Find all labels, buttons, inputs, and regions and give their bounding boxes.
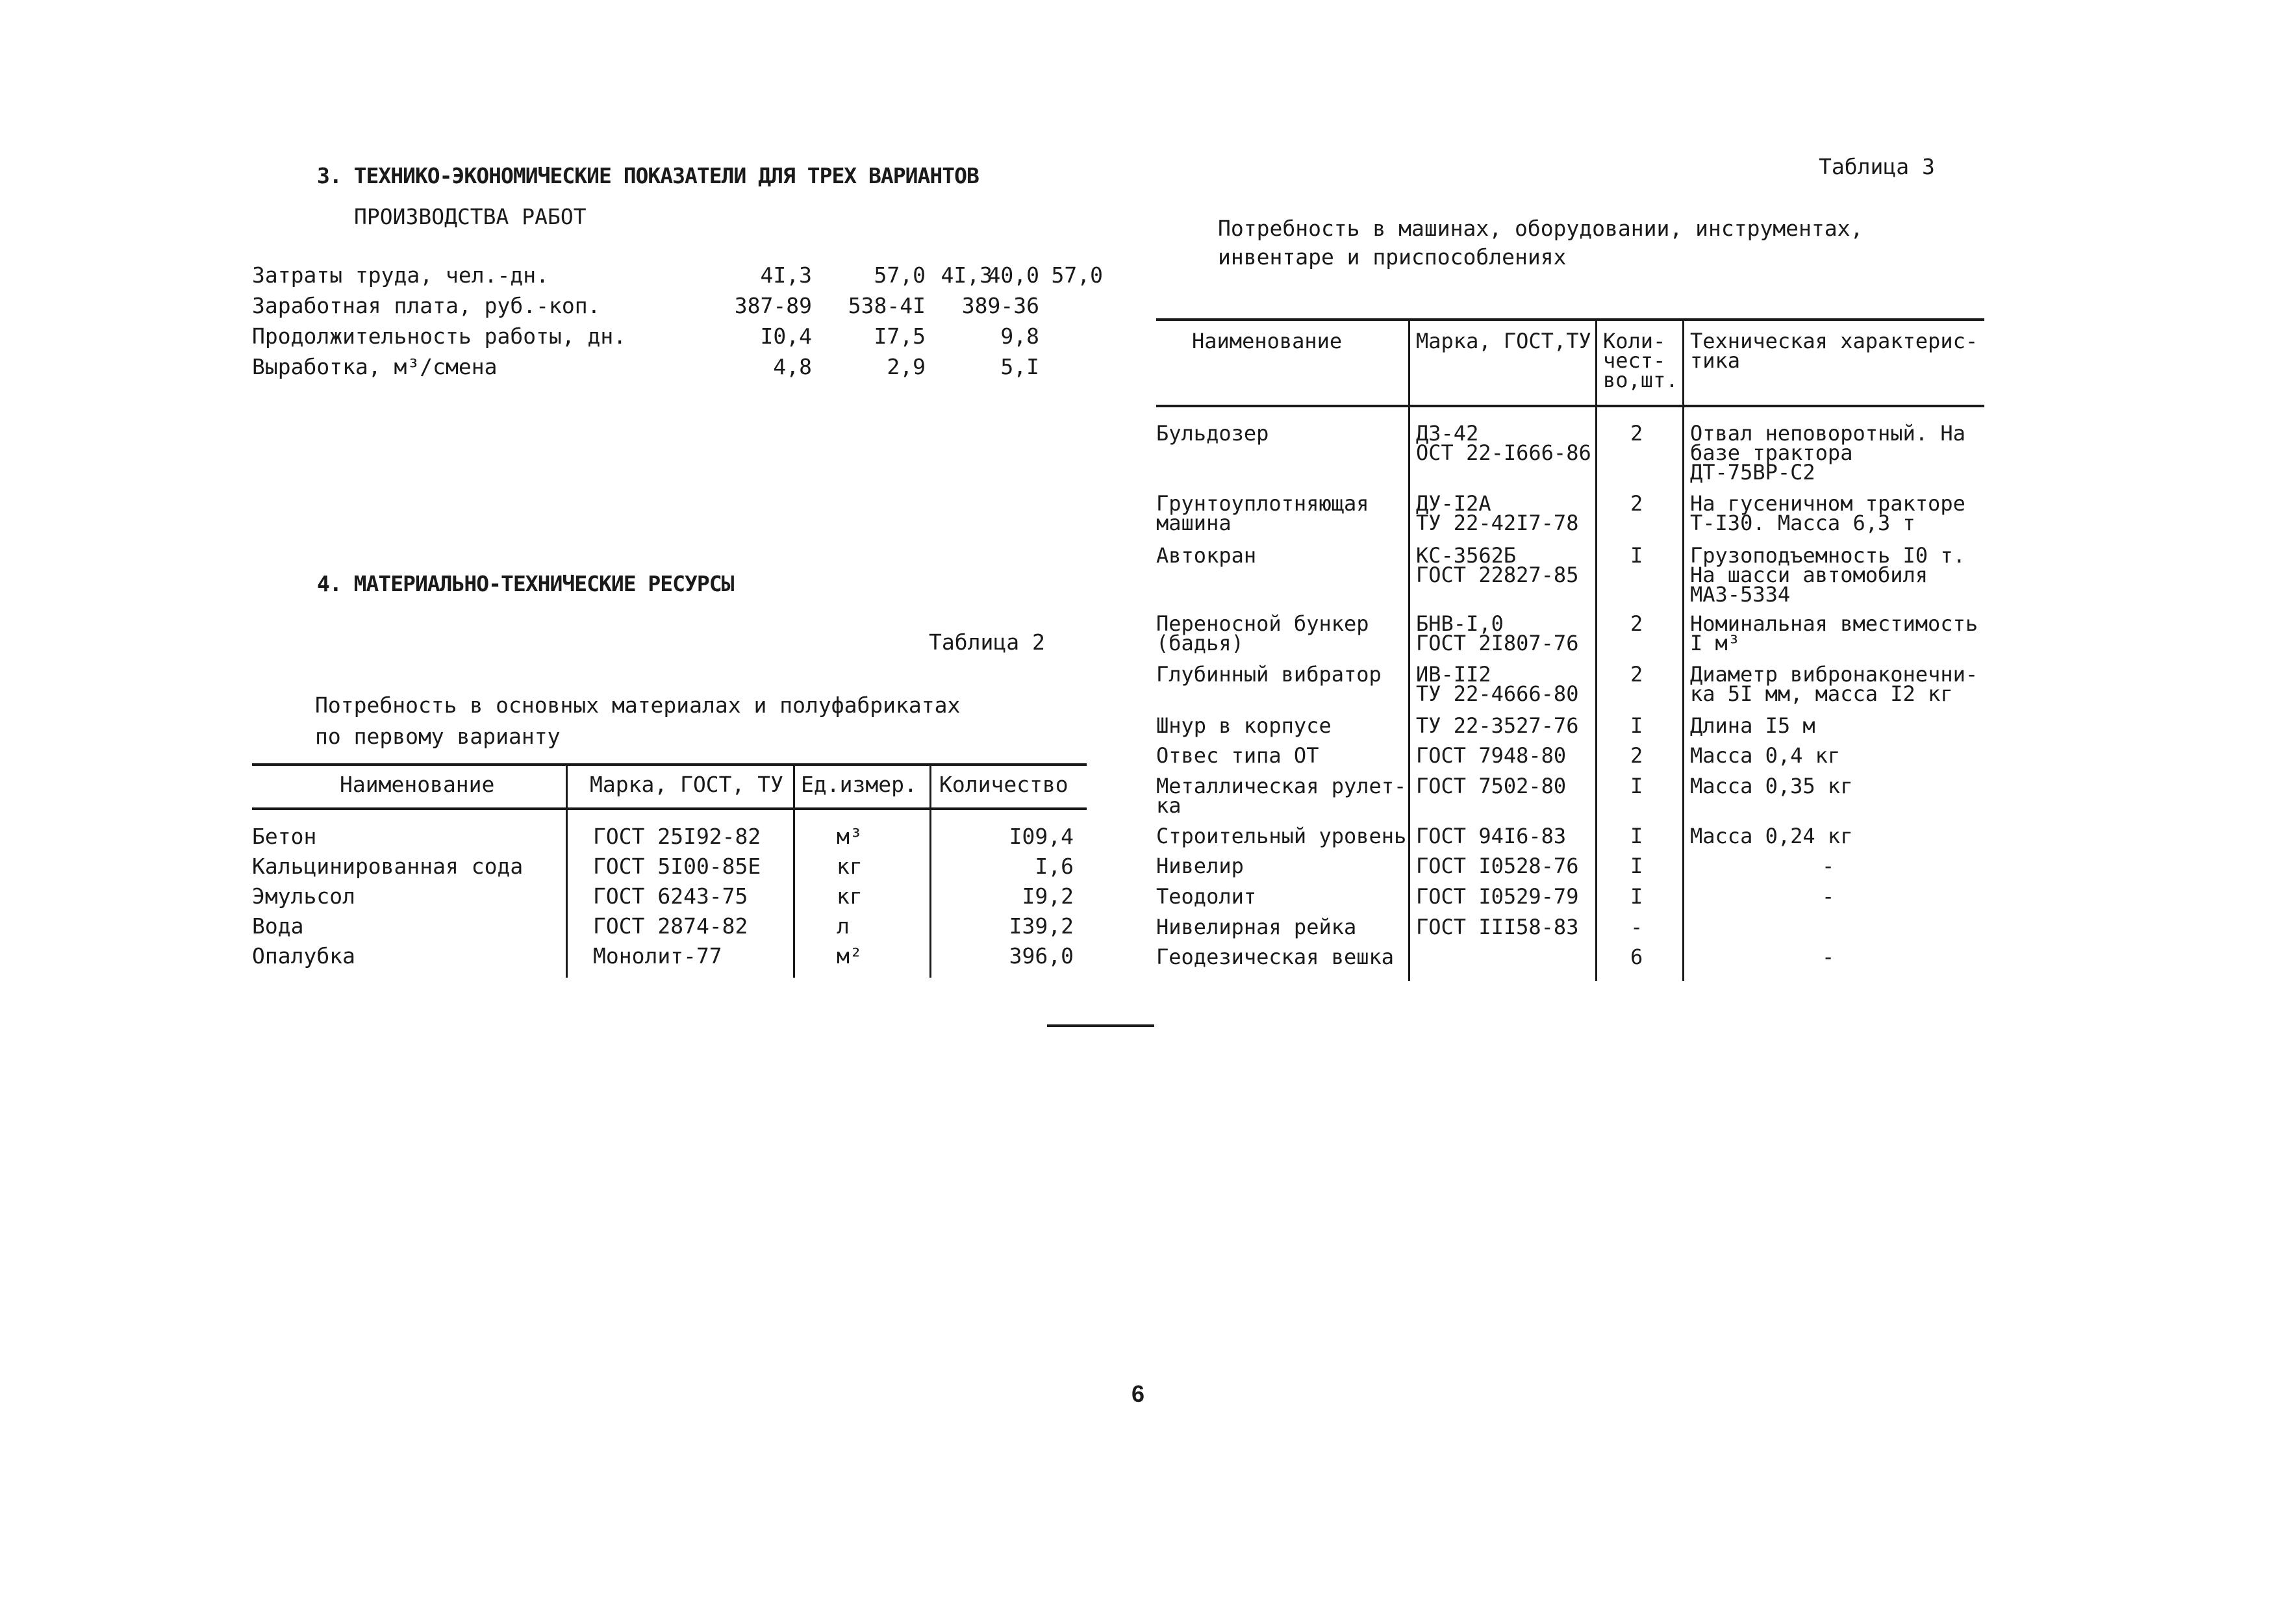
table2-col-divider xyxy=(566,763,568,978)
table3-cell-spec: - xyxy=(1822,884,1835,909)
table3-cell-spec: - xyxy=(1822,854,1835,878)
table3-cell-qty: 2 xyxy=(1630,743,1643,768)
table3-cell-qty: 2 xyxy=(1630,662,1643,687)
table2-cell-qty: I09,4 xyxy=(1009,824,1074,849)
table2-cell-name: Бетон xyxy=(252,824,317,849)
indicator-v3: 5,I xyxy=(1000,354,1039,379)
section4-heading: 4. МАТЕРИАЛЬНО-ТЕХНИЧЕСКИЕ РЕСУРСЫ xyxy=(317,571,734,596)
section3-values xyxy=(714,263,1052,387)
table2-cell-mark: ГОСТ 6243-75 xyxy=(593,883,748,909)
table3-cell-qty: I xyxy=(1630,774,1643,798)
table3-cell-mark: КС-3562Б ГОСТ 22827-85 xyxy=(1416,543,1579,587)
table3-cell-mark: ИВ-II2 ТУ 22-4666-80 xyxy=(1416,662,1579,706)
table3-cell-name: Автокран xyxy=(1156,543,1257,568)
table3-cell-qty: 2 xyxy=(1630,611,1643,636)
table3-cell-spec: Масса 0,4 кг xyxy=(1690,743,1841,768)
table3-cell-spec: Масса 0,35 кг xyxy=(1690,774,1853,798)
table3-cell-name: Нивелирная рейка xyxy=(1156,915,1357,939)
table3-header-mark: Марка, ГОСТ,ТУ xyxy=(1416,329,1591,353)
indicator-v1: 4,8 xyxy=(773,354,812,379)
table2-cell-name: Эмульсол xyxy=(252,883,355,909)
table2-header-name: Наименование xyxy=(340,772,495,797)
table3-cell-mark: ДЗ-42 ОСТ 22-I666-86 xyxy=(1416,421,1591,465)
table3-header-spec: Техническая характерис- тика xyxy=(1690,329,1978,373)
table3-col-divider xyxy=(1595,318,1597,981)
table3-cell-name: Бульдозер xyxy=(1156,421,1269,446)
table2-top-rule xyxy=(252,763,1087,766)
table2 xyxy=(252,763,1087,984)
table2-label: Таблица 2 xyxy=(929,629,1045,655)
indicator-v1: I0,4 xyxy=(760,324,812,349)
indicator-v1: 4I,3 xyxy=(760,262,812,288)
table2-cell-mark: Монолит-77 xyxy=(593,943,722,969)
table3-cell-name: Геодезическая вешка xyxy=(1156,945,1395,969)
table2-header-qty: Количество xyxy=(939,772,1068,797)
table3-label: Таблица 3 xyxy=(1819,154,1935,179)
table2-header-rule xyxy=(252,807,1087,810)
indicator-v3: 40,0 xyxy=(987,262,1039,288)
table3-cell-mark: ТУ 22-3527-76 xyxy=(1416,713,1579,738)
indicator-v2: 2,9 xyxy=(887,354,926,379)
table2-cell-unit: кг xyxy=(837,854,863,879)
table3-cell-name: Строительный уровень xyxy=(1156,824,1407,848)
table2-caption-line2: по первому варианту xyxy=(315,724,561,749)
indicator-v2: 57,0 xyxy=(1051,262,1103,288)
table3-col-divider xyxy=(1682,318,1684,981)
table3-cell-name: Отвес типа ОТ xyxy=(1156,743,1319,768)
indicator-v2: 538-4I xyxy=(848,293,926,318)
table3-cell-qty: 2 xyxy=(1630,491,1643,516)
indicator-label: Заработная плата, руб.-коп. xyxy=(252,293,601,318)
table3-header-rule xyxy=(1156,405,1984,407)
table3-cell-name: Шнур в корпусе xyxy=(1156,713,1332,738)
table3-cell-mark: ГОСТ I0528-76 xyxy=(1416,854,1579,878)
table3-cell-name: Теодолит xyxy=(1156,884,1257,909)
table3-cell-spec: Масса 0,24 кг xyxy=(1690,824,1853,848)
table3 xyxy=(1156,318,1984,981)
table2-cell-mark: ГОСТ 5I00-85Е xyxy=(593,854,761,879)
indicator-v3: 389-36 xyxy=(961,293,1039,318)
table3-cell-qty: I xyxy=(1630,713,1643,738)
table3-cell-qty: I xyxy=(1630,884,1643,909)
page-number: 6 xyxy=(1131,1380,1145,1407)
table2-cell-name: Кальцинированная сода xyxy=(252,854,524,879)
table2-cell-unit: л xyxy=(837,913,850,939)
table2-cell-name: Опалубка xyxy=(252,943,355,969)
table3-col-divider xyxy=(1408,318,1410,981)
table2-header-mark: Марка, ГОСТ, ТУ xyxy=(590,772,784,797)
indicator-label: Выработка, м³/смена xyxy=(252,354,498,379)
table3-cell-name: Нивелир xyxy=(1156,854,1244,878)
indicator-v1: 4I,3 xyxy=(941,262,992,288)
footer-rule xyxy=(1047,1024,1154,1027)
table3-cell-qty: I xyxy=(1630,543,1643,568)
table2-cell-qty: 396,0 xyxy=(1009,943,1074,969)
table2-cell-name: Вода xyxy=(252,913,304,939)
table2-col-divider xyxy=(929,763,931,978)
table3-cell-spec: Диаметр вибронаконечни- ка 5I мм, масса I2 кг xyxy=(1690,662,1978,706)
table3-cell-spec: Длина I5 м xyxy=(1690,713,1815,738)
table3-cell-mark: БНВ-I,0 ГОСТ 2I807-76 xyxy=(1416,611,1579,655)
indicator-v1: 387-89 xyxy=(734,293,812,318)
table2-cell-mark: ГОСТ 2874-82 xyxy=(593,913,748,939)
table3-cell-name: Грунтоуплотняющая машина xyxy=(1156,491,1369,535)
indicator-v2: 57,0 xyxy=(874,262,926,288)
section3-heading-line1: 3. ТЕХНИКО-ЭКОНОМИЧЕСКИЕ ПОКАЗАТЕЛИ ДЛЯ ТРЕХ ВАРИАНТОВ xyxy=(317,163,979,188)
indicator-v2: I7,5 xyxy=(874,324,926,349)
table3-cell-mark: ГОСТ I0529-79 xyxy=(1416,884,1579,909)
table3-cell-spec: Грузоподъемность I0 т. На шасси автомобиля МАЗ-5334 xyxy=(1690,543,1965,607)
table2-cell-unit: м³ xyxy=(837,824,863,849)
table2-cell-unit: м² xyxy=(837,943,863,969)
indicator-label: Продолжительность работы, дн. xyxy=(252,324,627,349)
table3-cell-qty: 6 xyxy=(1630,945,1643,969)
table2-cell-mark: ГОСТ 25I92-82 xyxy=(593,824,761,849)
table3-cell-qty: I xyxy=(1630,824,1643,848)
table2-col-divider xyxy=(793,763,795,978)
section3-heading-line2: ПРОИЗВОДСТВА РАБОТ xyxy=(354,204,587,229)
table2-cell-qty: I,6 xyxy=(1035,854,1074,879)
table3-cell-name: Переносной бункер (бадья) xyxy=(1156,611,1369,655)
indicator-label: Затраты труда, чел.-дн. xyxy=(252,262,549,288)
table2-cell-unit: кг xyxy=(837,883,863,909)
table3-cell-spec: На гусеничном тракторе Т-I30. Масса 6,3 т xyxy=(1690,491,1965,535)
table3-cell-spec: - xyxy=(1822,945,1835,969)
table3-cell-name: Глубинный вибратор xyxy=(1156,662,1382,687)
table3-cell-mark: ДУ-I2А ТУ 22-42I7-78 xyxy=(1416,491,1579,535)
table3-cell-qty: 2 xyxy=(1630,421,1643,446)
table2-header-unit: Ед.измер. xyxy=(801,772,917,797)
table3-cell-spec: Отвал неповоротный. На базе трактора ДТ-75ВР-С2 xyxy=(1690,421,1965,485)
table3-caption-line1: Потребность в машинах, оборудовании, инструментах, xyxy=(1218,216,1864,241)
table3-header-name: Наименование xyxy=(1192,329,1343,353)
indicator-v3: 9,8 xyxy=(1000,324,1039,349)
table3-caption-line2: инвентаре и приспособлениях xyxy=(1218,244,1567,270)
table3-cell-mark: ГОСТ 94I6-83 xyxy=(1416,824,1567,848)
table3-cell-qty: - xyxy=(1630,915,1643,939)
table2-caption-line1: Потребность в основных материалах и полуфабрикатах xyxy=(315,692,961,718)
table3-cell-qty: I xyxy=(1630,854,1643,878)
table3-cell-name: Металлическая рулет- ка xyxy=(1156,774,1407,818)
table3-cell-spec: Номинальная вместимость I м³ xyxy=(1690,611,1978,655)
table3-cell-mark: ГОСТ 7948-80 xyxy=(1416,743,1567,768)
table3-cell-mark: ГОСТ 7502-80 xyxy=(1416,774,1567,798)
table2-cell-qty: I9,2 xyxy=(1022,883,1074,909)
table3-top-rule xyxy=(1156,318,1984,321)
table3-cell-mark: ГОСТ III58-83 xyxy=(1416,915,1579,939)
table2-cell-qty: I39,2 xyxy=(1009,913,1074,939)
table3-header-qty: Коли- чест- во,шт. xyxy=(1603,329,1678,392)
